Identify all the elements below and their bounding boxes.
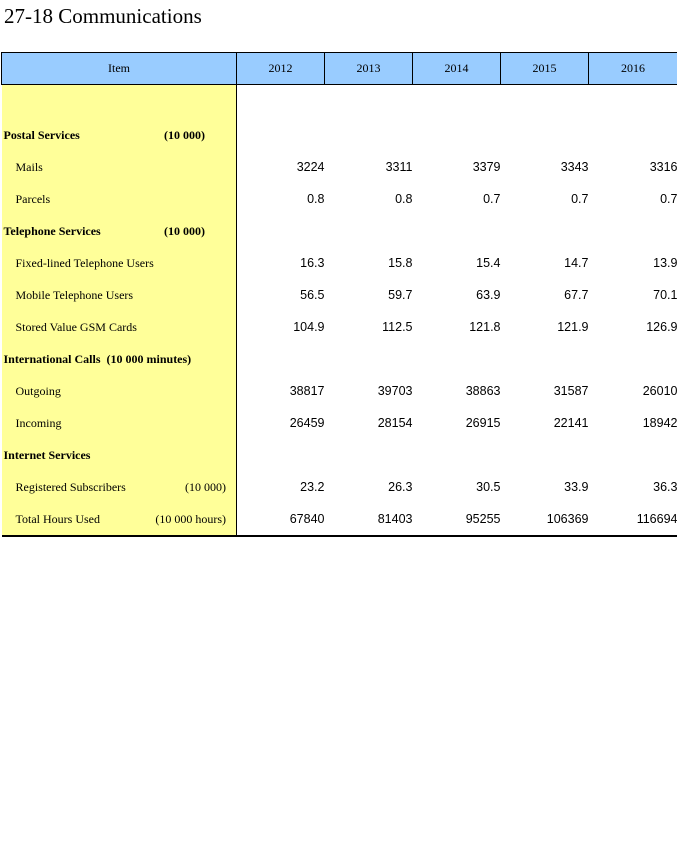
cell-value: 95255 xyxy=(413,503,501,536)
header-year: 2014 xyxy=(413,53,501,85)
table-row xyxy=(2,279,677,311)
row-label: Parcels xyxy=(15,191,51,206)
header-row xyxy=(2,53,677,85)
cell-value: 0.7 xyxy=(571,192,589,206)
cell-value: 33.9 xyxy=(564,480,589,494)
cell-value: 67.7 xyxy=(564,288,589,302)
section-unit: (10 000 minutes) xyxy=(106,351,192,366)
header-year: 2013 xyxy=(325,53,413,85)
section-row-international xyxy=(2,343,677,375)
communications-table xyxy=(1,52,677,537)
cell-value: 112.5 xyxy=(382,320,413,334)
cell-value: 63.9 xyxy=(476,288,501,302)
cell-value: 22141 xyxy=(553,416,589,430)
cell-value: 0.8 xyxy=(307,192,325,206)
cell-value: 18942 xyxy=(642,416,677,430)
cell-value: 26010 xyxy=(642,384,677,398)
spacer-row xyxy=(2,85,677,120)
cell-value: 3379 xyxy=(472,160,501,174)
cell-value: 3224 xyxy=(296,160,325,174)
cell-value: 31587 xyxy=(553,384,589,398)
table-row xyxy=(2,375,677,407)
cell-value: 81403 xyxy=(325,503,413,536)
header-year: 2015 xyxy=(501,53,589,85)
table-row xyxy=(2,247,677,279)
cell-value: 116694 xyxy=(589,503,677,536)
section-row-telephone xyxy=(2,215,677,247)
cell-value: 30.5 xyxy=(476,480,501,494)
header-year: 2016 xyxy=(589,53,677,85)
row-label: Incoming xyxy=(15,415,62,430)
table-row xyxy=(2,471,677,503)
table-row xyxy=(2,183,677,215)
table-row xyxy=(2,311,677,343)
cell-value: 59.7 xyxy=(388,288,413,302)
table-row xyxy=(2,151,677,183)
header-item: Item xyxy=(2,53,237,85)
cell-value: 121.8 xyxy=(469,320,501,334)
cell-value: 0.7 xyxy=(483,192,501,206)
page-title: 27-18 Communications xyxy=(4,4,202,28)
cell-value: 126.9 xyxy=(646,320,677,334)
cell-value: 15.4 xyxy=(476,256,501,270)
cell-value: 38817 xyxy=(289,384,325,398)
cell-value: 121.9 xyxy=(557,320,589,334)
cell-value: 67840 xyxy=(237,503,325,536)
row-label: Mails xyxy=(15,159,43,174)
cell-value: 13.9 xyxy=(653,256,677,270)
cell-value: 16.3 xyxy=(300,256,325,270)
section-name: Postal Services xyxy=(3,127,80,142)
cell-value: 23.2 xyxy=(300,480,325,494)
cell-value: 26.3 xyxy=(388,480,413,494)
cell-value: 3311 xyxy=(385,160,413,174)
section-name: Internet Services xyxy=(3,447,91,462)
row-label: Outgoing xyxy=(15,383,61,398)
cell-value: 36.3 xyxy=(653,480,677,494)
cell-value: 26459 xyxy=(289,416,325,430)
table-row xyxy=(2,407,677,439)
row-unit: (10 000) xyxy=(185,479,226,494)
cell-value: 70.1 xyxy=(653,288,677,302)
cell-value: 0.7 xyxy=(660,192,677,206)
cell-value: 106369 xyxy=(501,503,589,536)
cell-value: 56.5 xyxy=(300,288,325,302)
row-label: Registered Subscribers xyxy=(15,479,126,494)
section-unit: (10 000) xyxy=(164,127,205,142)
cell-value: 39703 xyxy=(377,384,413,398)
section-row-postal xyxy=(2,119,677,151)
section-name: Telephone Services xyxy=(3,223,101,238)
section-row-internet xyxy=(2,439,677,471)
cell-value: 0.8 xyxy=(395,192,413,206)
row-label: Total Hours Used xyxy=(15,511,100,526)
section-unit: (10 000) xyxy=(164,223,205,238)
cell-value: 3343 xyxy=(560,160,589,174)
row-label: Fixed-lined Telephone Users xyxy=(15,255,154,270)
cell-value: 28154 xyxy=(377,416,413,430)
header-year: 2012 xyxy=(237,53,325,85)
cell-value: 3316 xyxy=(649,160,677,174)
cell-value: 104.9 xyxy=(293,320,325,334)
cell-value: 26915 xyxy=(465,416,501,430)
cell-value: 14.7 xyxy=(564,256,589,270)
cell-value: 15.8 xyxy=(388,256,413,270)
row-label: Stored Value GSM Cards xyxy=(15,319,137,334)
section-name: International Calls xyxy=(3,351,101,366)
table-row xyxy=(2,503,677,536)
row-label: Mobile Telephone Users xyxy=(15,287,134,302)
cell-value: 38863 xyxy=(465,384,501,398)
row-unit: (10 000 hours) xyxy=(155,511,226,526)
